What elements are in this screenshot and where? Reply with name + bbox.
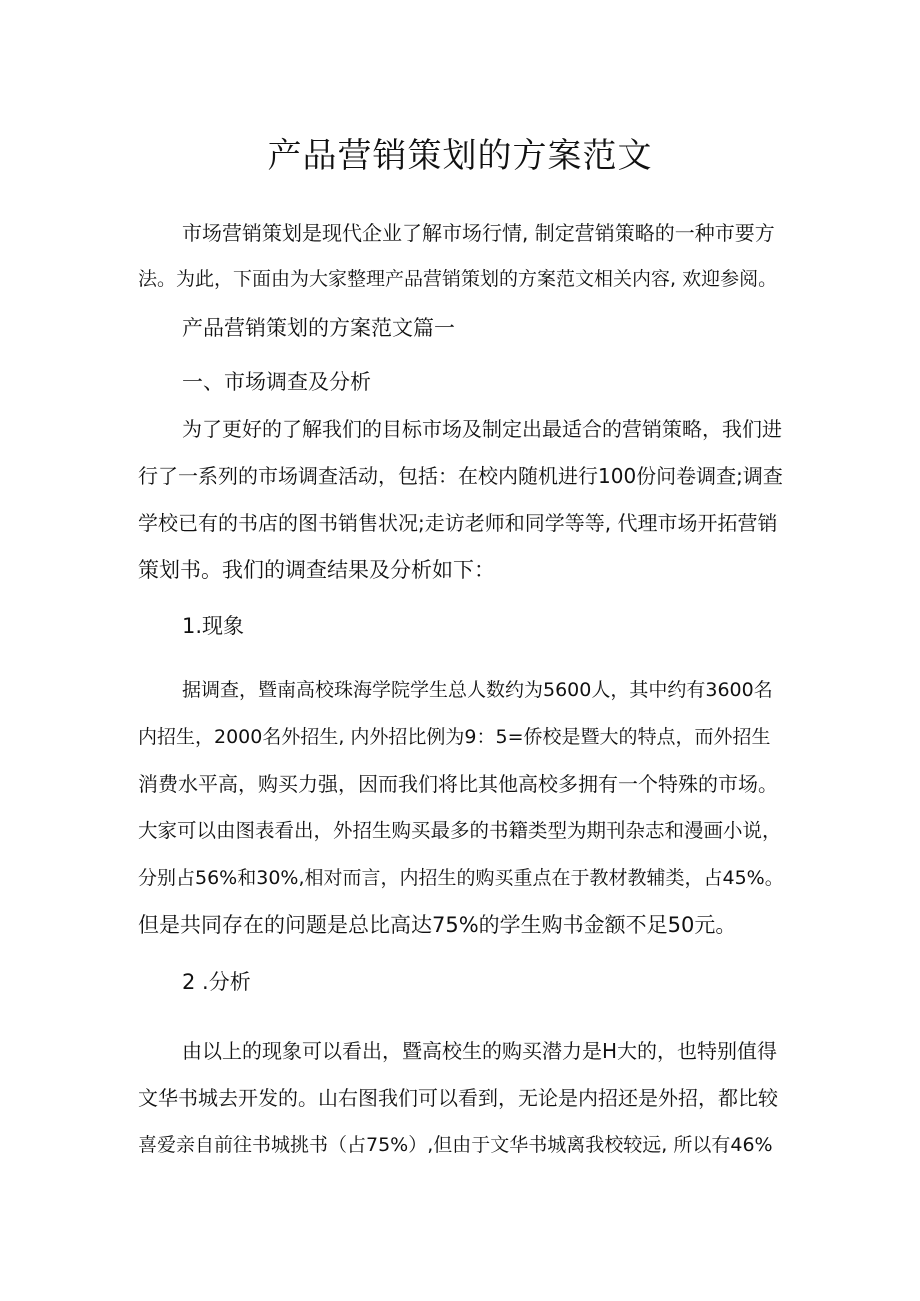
part1-heading: 一、市场调查及分析 <box>182 370 371 394</box>
sub1-paragraph-line-1: 据调查，暨南高校珠海学院学生总人数约为5600人，其中约有3600名 <box>182 679 773 701</box>
intro-line-2: 法。为此，下面由为大家整理产品营销策划的方案范文相关内容, 欢迎参阅。 <box>138 268 778 290</box>
intro-line-1: 市场营销策划是现代企业了解市场行情, 制定营销策略的一种市要方 <box>182 221 775 245</box>
sub2-paragraph-line-3: 喜爱亲自前往书城挑书（占75%）,但由于文华书城离我校较远, 所以有46% <box>138 1134 773 1156</box>
sub2-paragraph-line-1: 由以上的现象可以看出，暨高校生的购买潜力是H大的，也特别值得 <box>182 1039 778 1063</box>
part1-paragraph-line-2: 行了一系列的市场调查活动，包括：在校内随机进行100份问卷调查;调查 <box>138 464 783 488</box>
sub2-heading: 2 .分析 <box>182 970 251 994</box>
part1-paragraph-line-4: 策划书。我们的调查结果及分析如下： <box>138 558 495 582</box>
part1-paragraph-line-3: 学校已有的书店的图书销售状况;走访老师和同学等等, 代理市场开拓营销 <box>138 511 778 535</box>
document-title: 产品营销策划的方案范文 <box>267 136 653 176</box>
section-heading: 产品营销策划的方案范文篇一 <box>182 316 455 340</box>
sub1-paragraph-line-5: 分别占56%和30%,相对而言，内招生的购买重点在于教材教辅类，占45%。 <box>138 867 784 889</box>
part1-paragraph-line-1: 为了更好的了解我们的目标市场及制定出最适合的营销策略，我们进 <box>182 417 782 441</box>
sub1-paragraph-line-6: 但是共同存在的问题是总比高达75%的学生购书金额不足50元。 <box>138 913 737 937</box>
sub1-paragraph-line-4: 大家可以由图表看出，外招生购买最多的书籍类型为期刊杂志和漫画小说， <box>138 819 782 842</box>
sub1-paragraph-line-3: 消费水平高，购买力强，因而我们将比其他高校多拥有一个特殊的市场。 <box>138 772 778 796</box>
sub2-paragraph-line-2: 文华书城去开发的。山右图我们可以看到，无论是内招还是外招，都比较 <box>138 1086 778 1110</box>
sub1-heading: 1.现象 <box>182 614 245 638</box>
sub1-paragraph-line-2: 内招生，2000名外招生, 内外招比例为9：5=侨校是暨大的特点，而外招生 <box>138 726 771 748</box>
